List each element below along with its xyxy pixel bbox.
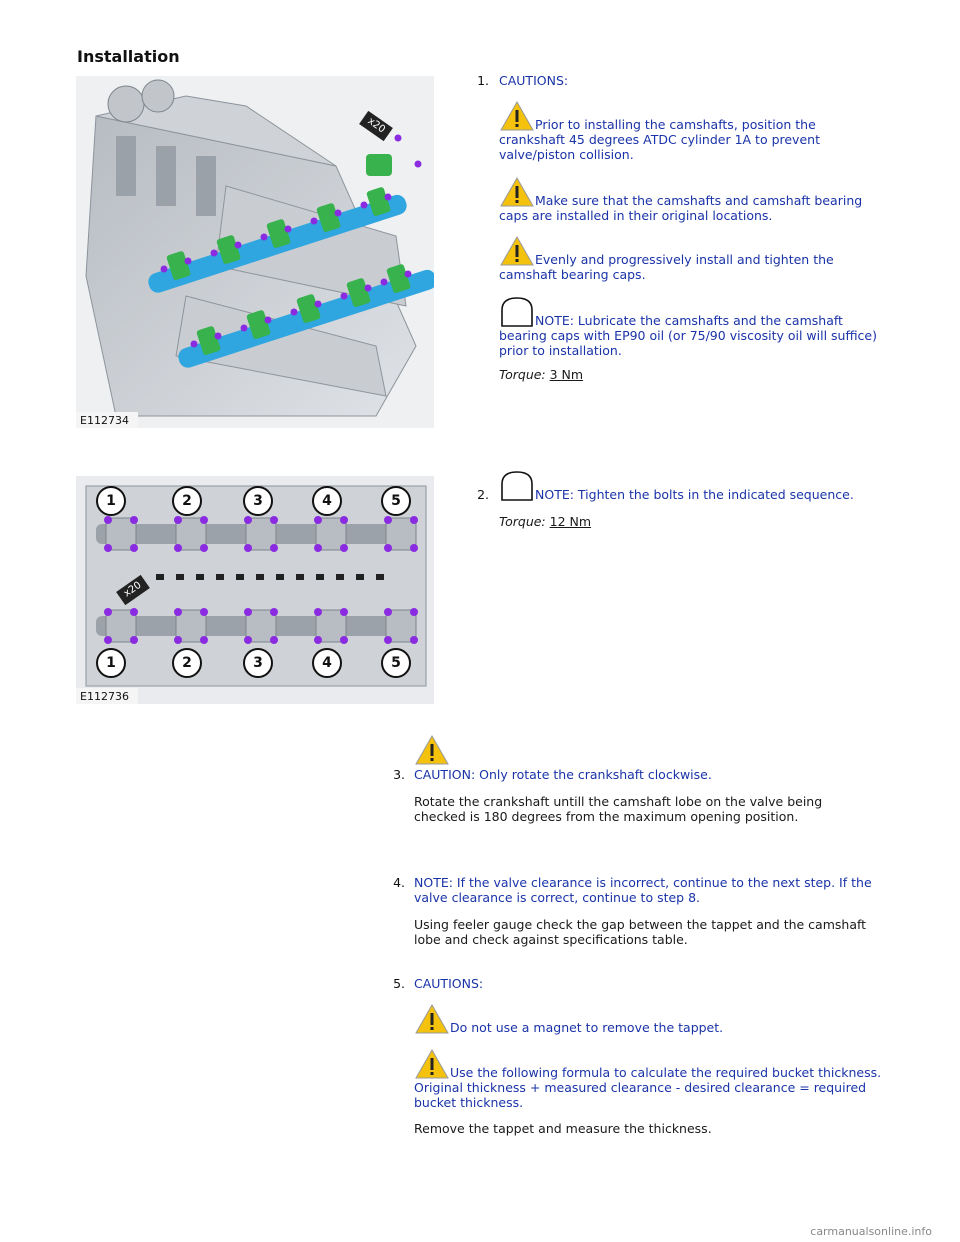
step-number: 5. — [393, 976, 405, 991]
step-number: 2. — [477, 487, 489, 502]
step-instruction: Remove the tappet and measure the thickness. — [414, 1121, 712, 1136]
sequence-marker: 3 — [243, 486, 273, 516]
torque-spec — [499, 367, 583, 382]
torque-value[interactable]: 12 Nm — [549, 514, 592, 529]
torque-value[interactable]: 3 Nm — [549, 367, 584, 382]
step-number: 1. — [477, 73, 489, 88]
note-text: NOTE: Lubricate the camshafts and the camshaft bearing caps with EP90 oil (or 75/90 viscosity oil will suffice) prior to installation. — [499, 313, 877, 358]
sequence-marker: 4 — [312, 648, 342, 678]
caution-text: Prior to installing the camshafts, position the crankshaft 45 degrees ATDC cylinder 1A to prevent valve/piston collision. — [499, 117, 820, 162]
caution-text: Make sure that the camshafts and camshaft bearing caps are installed in their original locations. — [499, 193, 863, 223]
warning-icon — [499, 235, 535, 267]
sequence-marker: 2 — [172, 486, 202, 516]
caution-item — [499, 176, 879, 223]
caution-item — [499, 100, 879, 162]
note-icon — [499, 470, 535, 502]
figure-label: E112734 — [80, 414, 129, 427]
warning-icon — [499, 100, 535, 132]
caution-text: CAUTION: Only rotate the crankshaft clockwise. — [414, 767, 712, 782]
sequence-marker: 4 — [312, 486, 342, 516]
note-icon — [499, 296, 535, 328]
caution-text: Use the following formula to calculate the required bucket thickness. Original thickness + measured clearance - desired clearance = required bucket thickness. — [414, 1065, 882, 1110]
caution-item — [414, 1003, 894, 1035]
cautions-title: CAUTIONS: — [414, 976, 484, 991]
note-text: NOTE: If the valve clearance is incorrect, continue to the next step. If the valve clearance is correct, continue to step 8. — [414, 875, 872, 905]
section-heading: Installation — [77, 47, 180, 66]
quantity-badge: x20 — [359, 111, 393, 141]
cautions-title: CAUTIONS: — [499, 73, 569, 88]
step-instruction: Rotate the crankshaft untill the camshaft lobe on the valve being checked is 180 degrees from the maximum opening position. — [414, 794, 823, 824]
figure-label: E112736 — [80, 690, 129, 703]
sequence-marker: 5 — [381, 486, 411, 516]
warning-icon — [499, 176, 535, 208]
step-number: 3. — [393, 767, 405, 782]
caution-item — [499, 235, 879, 282]
torque-spec — [499, 514, 591, 529]
sequence-marker: 1 — [96, 648, 126, 678]
step-instruction: Using feeler gauge check the gap between the tappet and the camshaft lobe and check against specifications table. — [414, 917, 867, 947]
watermark: carmanualsonline.info — [810, 1225, 932, 1238]
quantity-badge: x20 — [116, 575, 150, 605]
sequence-marker: 1 — [96, 486, 126, 516]
caution-item — [414, 1048, 894, 1110]
note-text: NOTE: Tighten the bolts in the indicated sequence. — [535, 487, 854, 502]
note-item — [499, 470, 889, 502]
warning-icon — [414, 1048, 450, 1080]
caution-text: Evenly and progressively install and tighten the camshaft bearing caps. — [499, 252, 834, 282]
warning-icon — [414, 734, 450, 766]
caution-text: Do not use a magnet to remove the tappet. — [450, 1020, 724, 1035]
bolt-sequence-figure — [76, 476, 434, 704]
torque-label: Torque: — [499, 514, 546, 529]
sequence-marker: 2 — [172, 648, 202, 678]
torque-label: Torque: — [499, 367, 546, 382]
camshaft-installation-figure — [76, 76, 434, 428]
step-number: 4. — [393, 875, 405, 890]
note-item — [499, 296, 879, 358]
warning-icon — [414, 1003, 450, 1035]
sequence-marker: 3 — [243, 648, 273, 678]
sequence-marker: 5 — [381, 648, 411, 678]
